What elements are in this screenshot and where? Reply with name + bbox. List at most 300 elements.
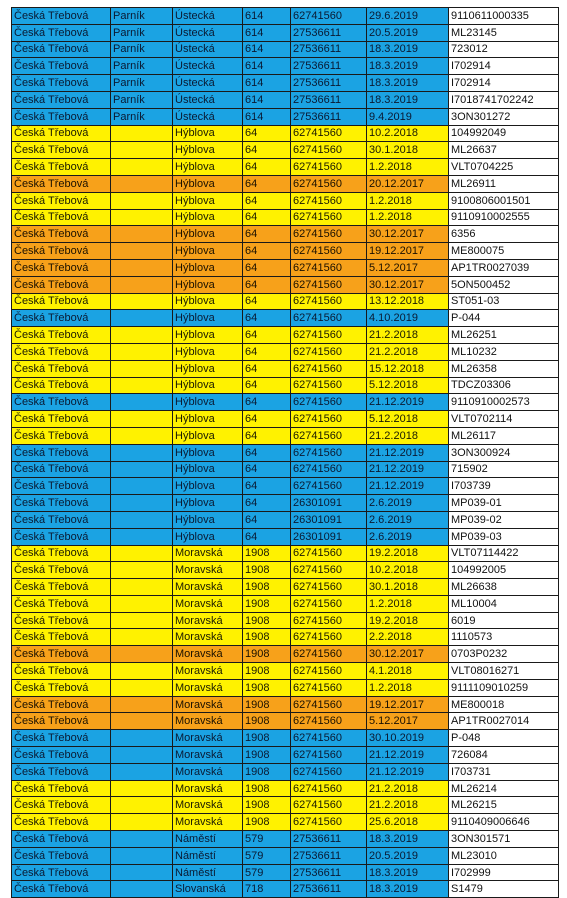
street-cell: Moravská (173, 595, 243, 612)
code-cell: 1110573 (449, 629, 559, 646)
date-cell: 4.1.2018 (367, 663, 449, 680)
date-cell: 18.3.2019 (367, 75, 449, 92)
code-cell: ML26637 (449, 142, 559, 159)
date-cell: 21.2.2018 (367, 797, 449, 814)
date-cell: 30.1.2018 (367, 579, 449, 596)
number-cell: 1908 (243, 747, 291, 764)
table-row (12, 528, 559, 545)
id-cell: 62741560 (291, 259, 367, 276)
city-cell: Česká Třebová (12, 310, 111, 327)
city-cell: Česká Třebová (12, 444, 111, 461)
id-cell: 62741560 (291, 478, 367, 495)
date-cell: 19.12.2017 (367, 696, 449, 713)
table-row (12, 663, 559, 680)
district-cell: Parník (111, 91, 173, 108)
district-cell (111, 360, 173, 377)
district-cell (111, 411, 173, 428)
number-cell: 64 (243, 293, 291, 310)
district-cell (111, 175, 173, 192)
district-cell: Parník (111, 8, 173, 25)
code-cell: P-048 (449, 730, 559, 747)
id-cell: 62741560 (291, 243, 367, 260)
table-row (12, 192, 559, 209)
district-cell (111, 226, 173, 243)
city-cell: Česká Třebová (12, 427, 111, 444)
district-cell (111, 310, 173, 327)
district-cell (111, 478, 173, 495)
table-row (12, 763, 559, 780)
code-cell: I703731 (449, 763, 559, 780)
date-cell: 2.6.2019 (367, 528, 449, 545)
date-cell: 19.2.2018 (367, 545, 449, 562)
street-cell: Moravská (173, 612, 243, 629)
street-cell: Hýblova (173, 343, 243, 360)
code-cell: MP039-03 (449, 528, 559, 545)
number-cell: 64 (243, 209, 291, 226)
city-cell: Česká Třebová (12, 75, 111, 92)
date-cell: 21.12.2019 (367, 394, 449, 411)
code-cell: 723012 (449, 41, 559, 58)
district-cell: Parník (111, 24, 173, 41)
street-cell: Ústecká (173, 8, 243, 25)
table-row (12, 814, 559, 831)
table-row (12, 679, 559, 696)
district-cell (111, 730, 173, 747)
street-cell: Hýblova (173, 528, 243, 545)
number-cell: 614 (243, 108, 291, 125)
id-cell: 62741560 (291, 159, 367, 176)
code-cell: 104992049 (449, 125, 559, 142)
city-cell: Česká Třebová (12, 881, 111, 898)
number-cell: 1908 (243, 814, 291, 831)
city-cell: Česká Třebová (12, 646, 111, 663)
id-cell: 62741560 (291, 8, 367, 25)
street-cell: Moravská (173, 679, 243, 696)
street-cell: Ústecká (173, 91, 243, 108)
table-row (12, 864, 559, 881)
date-cell: 18.3.2019 (367, 881, 449, 898)
number-cell: 1908 (243, 730, 291, 747)
code-cell: I702914 (449, 58, 559, 75)
number-cell: 64 (243, 377, 291, 394)
id-cell: 62741560 (291, 696, 367, 713)
date-cell: 18.3.2019 (367, 91, 449, 108)
city-cell: Česká Třebová (12, 142, 111, 159)
table-row (12, 612, 559, 629)
table-row (12, 511, 559, 528)
street-cell: Slovanská (173, 881, 243, 898)
number-cell: 1908 (243, 612, 291, 629)
city-cell: Česká Třebová (12, 360, 111, 377)
district-cell (111, 495, 173, 512)
date-cell: 1.2.2018 (367, 595, 449, 612)
id-cell: 62741560 (291, 293, 367, 310)
date-cell: 30.10.2019 (367, 730, 449, 747)
code-cell: ME800018 (449, 696, 559, 713)
street-cell: Moravská (173, 763, 243, 780)
table-row (12, 377, 559, 394)
date-cell: 5.12.2018 (367, 411, 449, 428)
street-cell: Hýblova (173, 259, 243, 276)
city-cell: Česká Třebová (12, 58, 111, 75)
code-cell: VLT08016271 (449, 663, 559, 680)
code-cell: ML26358 (449, 360, 559, 377)
code-cell: AP1TR0027014 (449, 713, 559, 730)
district-cell (111, 125, 173, 142)
date-cell: 21.12.2019 (367, 478, 449, 495)
city-cell: Česká Třebová (12, 780, 111, 797)
street-cell: Hýblova (173, 427, 243, 444)
number-cell: 1908 (243, 646, 291, 663)
code-cell: ML26215 (449, 797, 559, 814)
city-cell: Česká Třebová (12, 8, 111, 25)
id-cell: 62741560 (291, 327, 367, 344)
code-cell: 9110611000335 (449, 8, 559, 25)
id-cell: 62741560 (291, 427, 367, 444)
number-cell: 64 (243, 461, 291, 478)
code-cell: ML26911 (449, 175, 559, 192)
id-cell: 62741560 (291, 713, 367, 730)
code-cell: 9100806001501 (449, 192, 559, 209)
date-cell: 19.2.2018 (367, 612, 449, 629)
id-cell: 62741560 (291, 276, 367, 293)
id-cell: 62741560 (291, 142, 367, 159)
city-cell: Česká Třebová (12, 763, 111, 780)
street-cell: Náměstí (173, 847, 243, 864)
number-cell: 64 (243, 175, 291, 192)
id-cell: 62741560 (291, 125, 367, 142)
id-cell: 62741560 (291, 226, 367, 243)
district-cell (111, 663, 173, 680)
code-cell: ML26214 (449, 780, 559, 797)
number-cell: 64 (243, 427, 291, 444)
date-cell: 1.2.2018 (367, 679, 449, 696)
table-row (12, 831, 559, 848)
table-row (12, 343, 559, 360)
district-cell (111, 545, 173, 562)
id-cell: 62741560 (291, 780, 367, 797)
city-cell: Česká Třebová (12, 243, 111, 260)
number-cell: 64 (243, 495, 291, 512)
number-cell: 614 (243, 75, 291, 92)
code-cell: 9110910002573 (449, 394, 559, 411)
street-cell: Moravská (173, 629, 243, 646)
city-cell: Česká Třebová (12, 259, 111, 276)
district-cell (111, 327, 173, 344)
id-cell: 62741560 (291, 646, 367, 663)
table-row (12, 411, 559, 428)
district-cell (111, 276, 173, 293)
street-cell: Moravská (173, 579, 243, 596)
district-cell (111, 394, 173, 411)
id-cell: 27536611 (291, 831, 367, 848)
number-cell: 64 (243, 478, 291, 495)
id-cell: 27536611 (291, 881, 367, 898)
district-cell: Parník (111, 58, 173, 75)
data-table (11, 7, 559, 898)
date-cell: 30.1.2018 (367, 142, 449, 159)
id-cell: 26301091 (291, 495, 367, 512)
date-cell: 9.4.2019 (367, 108, 449, 125)
id-cell: 62741560 (291, 797, 367, 814)
date-cell: 5.12.2018 (367, 377, 449, 394)
date-cell: 10.2.2018 (367, 562, 449, 579)
table-row (12, 545, 559, 562)
number-cell: 579 (243, 847, 291, 864)
number-cell: 64 (243, 159, 291, 176)
street-cell: Náměstí (173, 864, 243, 881)
code-cell: ML26117 (449, 427, 559, 444)
number-cell: 64 (243, 125, 291, 142)
date-cell: 21.2.2018 (367, 780, 449, 797)
code-cell: ML10232 (449, 343, 559, 360)
number-cell: 64 (243, 243, 291, 260)
city-cell: Česká Třebová (12, 679, 111, 696)
street-cell: Hýblova (173, 495, 243, 512)
id-cell: 26301091 (291, 528, 367, 545)
number-cell: 64 (243, 411, 291, 428)
number-cell: 1908 (243, 663, 291, 680)
table-row (12, 562, 559, 579)
street-cell: Hýblova (173, 411, 243, 428)
code-cell: VLT07114422 (449, 545, 559, 562)
date-cell: 25.6.2018 (367, 814, 449, 831)
id-cell: 62741560 (291, 461, 367, 478)
number-cell: 1908 (243, 679, 291, 696)
date-cell: 10.2.2018 (367, 125, 449, 142)
street-cell: Hýblova (173, 142, 243, 159)
id-cell: 62741560 (291, 444, 367, 461)
date-cell: 20.12.2017 (367, 175, 449, 192)
district-cell: Parník (111, 108, 173, 125)
city-cell: Česká Třebová (12, 713, 111, 730)
code-cell: ML10004 (449, 595, 559, 612)
code-cell: ML26638 (449, 579, 559, 596)
street-cell: Hýblova (173, 478, 243, 495)
city-cell: Česká Třebová (12, 276, 111, 293)
number-cell: 1908 (243, 595, 291, 612)
number-cell: 64 (243, 142, 291, 159)
street-cell: Moravská (173, 545, 243, 562)
number-cell: 64 (243, 394, 291, 411)
table-row (12, 108, 559, 125)
code-cell: TDCZ03306 (449, 377, 559, 394)
district-cell (111, 797, 173, 814)
id-cell: 27536611 (291, 58, 367, 75)
table-body (12, 8, 559, 898)
date-cell: 15.12.2018 (367, 360, 449, 377)
code-cell: VLT0704225 (449, 159, 559, 176)
code-cell: AP1TR0027039 (449, 259, 559, 276)
table-row (12, 75, 559, 92)
street-cell: Hýblova (173, 511, 243, 528)
street-cell: Ústecká (173, 108, 243, 125)
id-cell: 27536611 (291, 75, 367, 92)
code-cell: VLT0702114 (449, 411, 559, 428)
code-cell: S1479 (449, 881, 559, 898)
street-cell: Moravská (173, 747, 243, 764)
code-cell: 9110910002555 (449, 209, 559, 226)
district-cell (111, 444, 173, 461)
table-row (12, 427, 559, 444)
number-cell: 64 (243, 226, 291, 243)
city-cell: Česká Třebová (12, 175, 111, 192)
table-row (12, 276, 559, 293)
district-cell (111, 159, 173, 176)
city-cell: Česká Třebová (12, 579, 111, 596)
number-cell: 1908 (243, 780, 291, 797)
table-row (12, 159, 559, 176)
city-cell: Česká Třebová (12, 730, 111, 747)
date-cell: 5.12.2017 (367, 259, 449, 276)
street-cell: Moravská (173, 663, 243, 680)
city-cell: Česká Třebová (12, 663, 111, 680)
number-cell: 1908 (243, 545, 291, 562)
street-cell: Moravská (173, 562, 243, 579)
code-cell: ME800075 (449, 243, 559, 260)
street-cell: Hýblova (173, 360, 243, 377)
city-cell: Česká Třebová (12, 327, 111, 344)
number-cell: 64 (243, 276, 291, 293)
code-cell: 9111109010259 (449, 679, 559, 696)
code-cell: 715902 (449, 461, 559, 478)
district-cell (111, 511, 173, 528)
street-cell: Náměstí (173, 831, 243, 848)
code-cell: ML23145 (449, 24, 559, 41)
number-cell: 579 (243, 831, 291, 848)
street-cell: Ústecká (173, 58, 243, 75)
district-cell (111, 192, 173, 209)
district-cell (111, 864, 173, 881)
date-cell: 1.2.2018 (367, 192, 449, 209)
id-cell: 62741560 (291, 814, 367, 831)
district-cell (111, 595, 173, 612)
city-cell: Česká Třebová (12, 595, 111, 612)
district-cell (111, 831, 173, 848)
district-cell (111, 243, 173, 260)
city-cell: Česká Třebová (12, 495, 111, 512)
district-cell (111, 747, 173, 764)
id-cell: 62741560 (291, 394, 367, 411)
number-cell: 614 (243, 8, 291, 25)
id-cell: 62741560 (291, 747, 367, 764)
table-row (12, 293, 559, 310)
table-row (12, 847, 559, 864)
district-cell (111, 579, 173, 596)
city-cell: Česká Třebová (12, 411, 111, 428)
id-cell: 26301091 (291, 511, 367, 528)
street-cell: Hýblova (173, 276, 243, 293)
id-cell: 62741560 (291, 360, 367, 377)
city-cell: Česká Třebová (12, 159, 111, 176)
date-cell: 18.3.2019 (367, 58, 449, 75)
code-cell: P-044 (449, 310, 559, 327)
id-cell: 27536611 (291, 24, 367, 41)
district-cell (111, 209, 173, 226)
city-cell: Česká Třebová (12, 461, 111, 478)
id-cell: 62741560 (291, 209, 367, 226)
street-cell: Hýblova (173, 293, 243, 310)
city-cell: Česká Třebová (12, 847, 111, 864)
table-row (12, 595, 559, 612)
district-cell (111, 293, 173, 310)
district-cell (111, 629, 173, 646)
date-cell: 18.3.2019 (367, 864, 449, 881)
district-cell (111, 612, 173, 629)
district-cell (111, 763, 173, 780)
city-cell: Česká Třebová (12, 612, 111, 629)
number-cell: 718 (243, 881, 291, 898)
id-cell: 62741560 (291, 192, 367, 209)
code-cell: 9110409006646 (449, 814, 559, 831)
id-cell: 62741560 (291, 629, 367, 646)
date-cell: 2.6.2019 (367, 511, 449, 528)
street-cell: Hýblova (173, 209, 243, 226)
number-cell: 614 (243, 41, 291, 58)
city-cell: Česká Třebová (12, 24, 111, 41)
city-cell: Česká Třebová (12, 696, 111, 713)
street-cell: Hýblova (173, 310, 243, 327)
date-cell: 30.12.2017 (367, 646, 449, 663)
number-cell: 64 (243, 310, 291, 327)
date-cell: 21.12.2019 (367, 763, 449, 780)
code-cell: MP039-01 (449, 495, 559, 512)
date-cell: 4.10.2019 (367, 310, 449, 327)
id-cell: 62741560 (291, 411, 367, 428)
street-cell: Hýblova (173, 444, 243, 461)
table-row (12, 259, 559, 276)
district-cell (111, 679, 173, 696)
number-cell: 64 (243, 360, 291, 377)
date-cell: 30.12.2017 (367, 226, 449, 243)
code-cell: ML26251 (449, 327, 559, 344)
date-cell: 19.12.2017 (367, 243, 449, 260)
district-cell (111, 646, 173, 663)
city-cell: Česká Třebová (12, 41, 111, 58)
table-row (12, 125, 559, 142)
number-cell: 1908 (243, 579, 291, 596)
code-cell: 104992005 (449, 562, 559, 579)
table-row (12, 91, 559, 108)
number-cell: 614 (243, 58, 291, 75)
table-row (12, 579, 559, 596)
table-row (12, 730, 559, 747)
date-cell: 21.12.2019 (367, 747, 449, 764)
number-cell: 1908 (243, 763, 291, 780)
number-cell: 614 (243, 91, 291, 108)
district-cell (111, 259, 173, 276)
id-cell: 62741560 (291, 377, 367, 394)
district-cell (111, 427, 173, 444)
code-cell: 6019 (449, 612, 559, 629)
street-cell: Moravská (173, 730, 243, 747)
id-cell: 62741560 (291, 562, 367, 579)
id-cell: 27536611 (291, 108, 367, 125)
table-row (12, 24, 559, 41)
code-cell: 3ON301272 (449, 108, 559, 125)
date-cell: 21.2.2018 (367, 427, 449, 444)
street-cell: Hýblova (173, 394, 243, 411)
table-row (12, 209, 559, 226)
id-cell: 62741560 (291, 595, 367, 612)
date-cell: 21.2.2018 (367, 327, 449, 344)
city-cell: Česká Třebová (12, 343, 111, 360)
street-cell: Ústecká (173, 24, 243, 41)
street-cell: Moravská (173, 814, 243, 831)
id-cell: 62741560 (291, 663, 367, 680)
table-row (12, 243, 559, 260)
city-cell: Česká Třebová (12, 293, 111, 310)
